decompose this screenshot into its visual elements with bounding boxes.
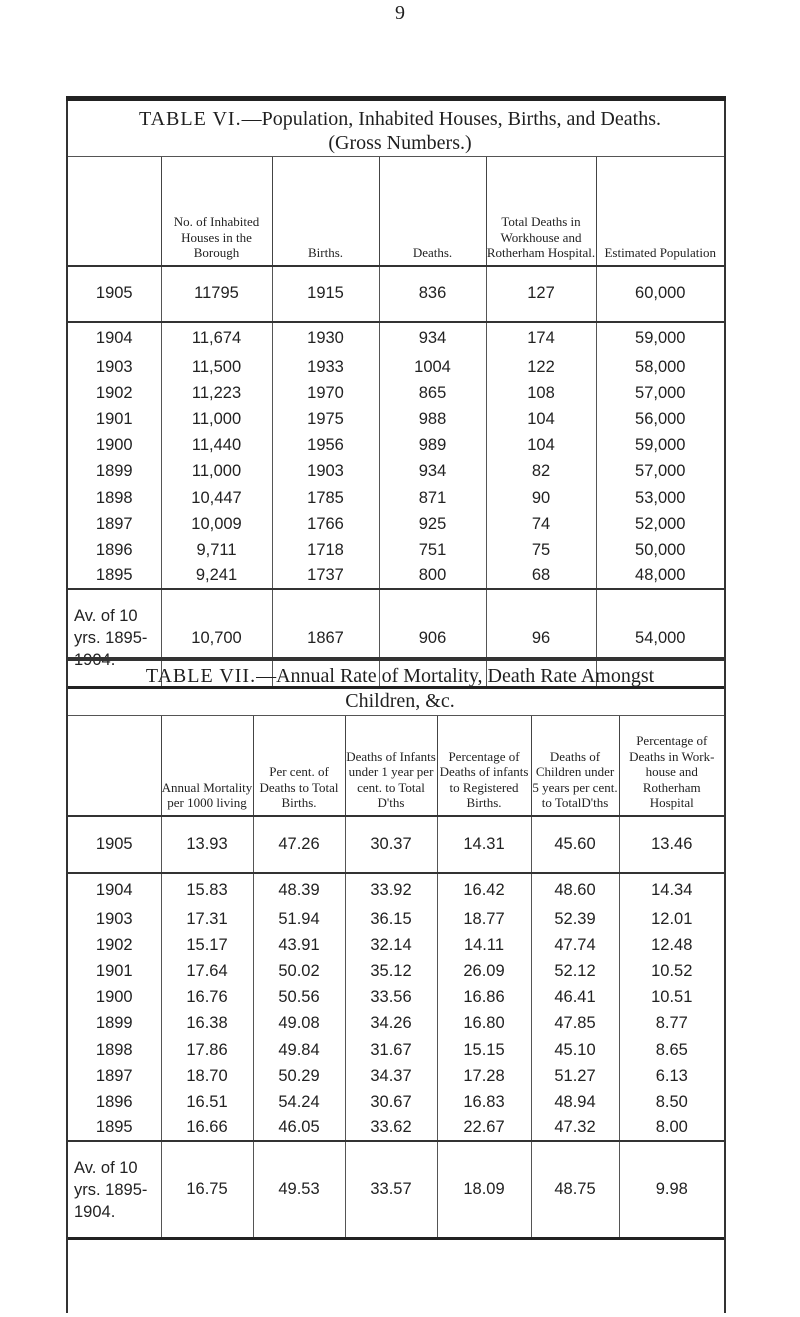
value-cell: 48.60 bbox=[531, 873, 619, 907]
value-cell: 35.12 bbox=[345, 959, 437, 985]
value-cell: 1004 bbox=[379, 355, 486, 381]
value-cell: 49.84 bbox=[253, 1037, 345, 1063]
value-cell: 45.60 bbox=[531, 816, 619, 873]
value-cell: 122 bbox=[486, 355, 596, 381]
value-cell: 52.39 bbox=[531, 907, 619, 933]
year-cell: 1895 bbox=[95, 1118, 133, 1137]
value-cell: 46.41 bbox=[531, 985, 619, 1011]
value-cell: 1867 bbox=[272, 589, 379, 687]
value-cell: 34.26 bbox=[345, 1011, 437, 1037]
value-cell: 47.74 bbox=[531, 933, 619, 959]
value-cell: 1903 bbox=[272, 459, 379, 485]
value-cell: 18.77 bbox=[437, 907, 531, 933]
value-cell: 60,000 bbox=[596, 266, 724, 322]
value-cell: 48.75 bbox=[531, 1141, 619, 1238]
value-cell: 50,000 bbox=[596, 537, 724, 563]
value-cell: 49.08 bbox=[253, 1011, 345, 1037]
table7-title-text: —Annual Rate of Mortality, Death Rate Amongst bbox=[256, 665, 655, 687]
value-cell: 16.76 bbox=[161, 985, 253, 1011]
value-cell: 52.12 bbox=[531, 959, 619, 985]
value-cell: 50.02 bbox=[253, 959, 345, 985]
value-cell: 14.11 bbox=[437, 933, 531, 959]
value-cell: 988 bbox=[379, 407, 486, 433]
value-cell: 11,000 bbox=[161, 407, 272, 433]
value-cell: 8.77 bbox=[619, 1011, 724, 1037]
year-cell: 1899 bbox=[95, 1014, 133, 1033]
table7-header-3: Deaths of Infants under 1 year per cent. to Total D'ths bbox=[345, 716, 437, 816]
year-cell: 1901 bbox=[95, 962, 133, 981]
value-cell: 15.15 bbox=[437, 1037, 531, 1063]
year-cell: 1895 bbox=[95, 566, 133, 585]
value-cell: 48.39 bbox=[253, 873, 345, 907]
year-cell: 1896 bbox=[95, 540, 133, 559]
value-cell: 47.85 bbox=[531, 1011, 619, 1037]
value-cell: 59,000 bbox=[596, 322, 724, 355]
value-cell: 16.42 bbox=[437, 873, 531, 907]
value-cell: 36.15 bbox=[345, 907, 437, 933]
table6-subtitle: (Gross Numbers.) bbox=[328, 132, 472, 154]
value-cell: 47.32 bbox=[531, 1115, 619, 1141]
value-cell: 14.31 bbox=[437, 816, 531, 873]
value-cell: 8.00 bbox=[619, 1115, 724, 1141]
year-cell: 1899 bbox=[95, 462, 133, 481]
value-cell: 22.67 bbox=[437, 1115, 531, 1141]
table6-label: TABLE VI. bbox=[139, 108, 242, 130]
value-cell: 8.50 bbox=[619, 1089, 724, 1115]
table7-header-5: Deaths of Children under 5 years per cent. to TotalD'ths bbox=[531, 716, 619, 816]
value-cell: 836 bbox=[379, 266, 486, 322]
year-cell: Av. of 10 yrs. 1895- bbox=[68, 589, 161, 687]
value-cell: 8.65 bbox=[619, 1037, 724, 1063]
value-cell: 925 bbox=[379, 511, 486, 537]
table6-header-2: Births. bbox=[272, 157, 379, 266]
value-cell: 11,000 bbox=[161, 459, 272, 485]
value-cell: 989 bbox=[379, 433, 486, 459]
value-cell: 50.29 bbox=[253, 1063, 345, 1089]
value-cell: 1766 bbox=[272, 511, 379, 537]
value-cell: 74 bbox=[486, 511, 596, 537]
value-cell: 1930 bbox=[272, 322, 379, 355]
value-cell: 1956 bbox=[272, 433, 379, 459]
table6-header-1: No. of Inhabited Houses in the Borough bbox=[161, 157, 272, 266]
value-cell: 33.57 bbox=[345, 1141, 437, 1238]
value-cell: 33.62 bbox=[345, 1115, 437, 1141]
table6-header-5: Estimated Population bbox=[596, 157, 724, 266]
value-cell: 10.52 bbox=[619, 959, 724, 985]
value-cell: 45.10 bbox=[531, 1037, 619, 1063]
table6-header-4: Total Deaths in Workhouse and Rotherham Hospital. bbox=[486, 157, 596, 266]
value-cell: 18.09 bbox=[437, 1141, 531, 1238]
value-cell: 16.83 bbox=[437, 1089, 531, 1115]
value-cell: 16.75 bbox=[161, 1141, 253, 1238]
value-cell: 33.56 bbox=[345, 985, 437, 1011]
value-cell: 75 bbox=[486, 537, 596, 563]
value-cell: 1933 bbox=[272, 355, 379, 381]
value-cell: 31.67 bbox=[345, 1037, 437, 1063]
value-cell: 58,000 bbox=[596, 355, 724, 381]
year-cell: 1903 bbox=[95, 910, 133, 929]
value-cell: 934 bbox=[379, 322, 486, 355]
value-cell: 68 bbox=[486, 563, 596, 589]
value-cell: 1737 bbox=[272, 563, 379, 589]
value-cell: 57,000 bbox=[596, 381, 724, 407]
value-cell: 26.09 bbox=[437, 959, 531, 985]
table6-title-text: —Population, Inhabited Houses, Births, and Deaths. bbox=[241, 108, 661, 130]
value-cell: 51.27 bbox=[531, 1063, 619, 1089]
value-cell: 104 bbox=[486, 407, 596, 433]
value-cell: 1785 bbox=[272, 485, 379, 511]
value-cell: 6.13 bbox=[619, 1063, 724, 1089]
value-cell: 11795 bbox=[161, 266, 272, 322]
value-cell: 49.53 bbox=[253, 1141, 345, 1238]
year-cell: 1898 bbox=[95, 488, 133, 507]
value-cell: 934 bbox=[379, 459, 486, 485]
table7-header-2: Per cent. of Deaths to Total Births. bbox=[253, 716, 345, 816]
value-cell: 1915 bbox=[272, 266, 379, 322]
value-cell: 751 bbox=[379, 537, 486, 563]
table7-header-1: Annual Mortality per 1000 living bbox=[161, 716, 253, 816]
value-cell: 15.17 bbox=[161, 933, 253, 959]
table7-label: TABLE VII. bbox=[145, 665, 257, 687]
value-cell: 906 bbox=[379, 589, 486, 687]
year-cell: 1902 bbox=[95, 936, 133, 955]
value-cell: 30.37 bbox=[345, 816, 437, 873]
value-cell: 16.80 bbox=[437, 1011, 531, 1037]
value-cell: 1975 bbox=[272, 407, 379, 433]
value-cell: 33.92 bbox=[345, 873, 437, 907]
value-cell: 46.05 bbox=[253, 1115, 345, 1141]
value-cell: 1970 bbox=[272, 381, 379, 407]
value-cell: 16.66 bbox=[161, 1115, 253, 1141]
value-cell: 13.46 bbox=[619, 816, 724, 873]
value-cell: 15.83 bbox=[161, 873, 253, 907]
value-cell: 10.51 bbox=[619, 985, 724, 1011]
year-cell: 1897 bbox=[95, 1066, 133, 1085]
value-cell: 56,000 bbox=[596, 407, 724, 433]
value-cell: 16.51 bbox=[161, 1089, 253, 1115]
year-cell: 1896 bbox=[95, 1092, 133, 1111]
year-cell: 1904 bbox=[68, 873, 161, 907]
value-cell: 54.24 bbox=[253, 1089, 345, 1115]
value-cell: 96 bbox=[486, 589, 596, 687]
page-frame bbox=[66, 101, 726, 1313]
value-cell: 800 bbox=[379, 563, 486, 589]
value-cell: 54,000 bbox=[596, 589, 724, 687]
value-cell: 9,711 bbox=[161, 537, 272, 563]
table6-header-3: Deaths. bbox=[379, 157, 486, 266]
year-cell: 1905 bbox=[95, 284, 133, 302]
year-cell: 1903 bbox=[95, 358, 133, 377]
value-cell: 12.48 bbox=[619, 933, 724, 959]
value-cell: 57,000 bbox=[596, 459, 724, 485]
year-cell: 1904 bbox=[68, 322, 161, 355]
value-cell: 10,700 bbox=[161, 589, 272, 687]
value-cell: 48.94 bbox=[531, 1089, 619, 1115]
value-cell: 104 bbox=[486, 433, 596, 459]
value-cell: 10,009 bbox=[161, 511, 272, 537]
table7-subtitle: Children, &c. bbox=[345, 690, 455, 712]
table7-header-4: Percentage of Deaths of infants to Registered Births. bbox=[437, 716, 531, 816]
value-cell: 32.14 bbox=[345, 933, 437, 959]
value-cell: 52,000 bbox=[596, 511, 724, 537]
value-cell: 17.31 bbox=[161, 907, 253, 933]
value-cell: 17.28 bbox=[437, 1063, 531, 1089]
year-cell: Av. of 10 yrs. 1895- 1904. bbox=[68, 1141, 161, 1238]
year-cell: 1898 bbox=[95, 1040, 133, 1059]
value-cell: 34.37 bbox=[345, 1063, 437, 1089]
value-cell: 11,223 bbox=[161, 381, 272, 407]
year-cell: 1901 bbox=[95, 410, 133, 429]
value-cell: 11,674 bbox=[161, 322, 272, 355]
value-cell: 871 bbox=[379, 485, 486, 511]
value-cell: 30.67 bbox=[345, 1089, 437, 1115]
value-cell: 10,447 bbox=[161, 485, 272, 511]
value-cell: 9,241 bbox=[161, 563, 272, 589]
value-cell: 127 bbox=[486, 266, 596, 322]
year-cell: 1905 bbox=[95, 834, 133, 853]
value-cell: 108 bbox=[486, 381, 596, 407]
value-cell: 59,000 bbox=[596, 433, 724, 459]
value-cell: 11,500 bbox=[161, 355, 272, 381]
year-cell: 1900 bbox=[95, 436, 133, 455]
value-cell: 90 bbox=[486, 485, 596, 511]
value-cell: 18.70 bbox=[161, 1063, 253, 1089]
value-cell: 53,000 bbox=[596, 485, 724, 511]
value-cell: 50.56 bbox=[253, 985, 345, 1011]
value-cell: 11,440 bbox=[161, 433, 272, 459]
value-cell: 16.86 bbox=[437, 985, 531, 1011]
value-cell: 12.01 bbox=[619, 907, 724, 933]
value-cell: 43.91 bbox=[253, 933, 345, 959]
value-cell: 174 bbox=[486, 322, 596, 355]
value-cell: 17.86 bbox=[161, 1037, 253, 1063]
value-cell: 48,000 bbox=[596, 563, 724, 589]
value-cell: 82 bbox=[486, 459, 596, 485]
value-cell: 865 bbox=[379, 381, 486, 407]
table7-header-6: Percentage of Deaths in Work-house and Rotherham Hospital bbox=[619, 716, 724, 816]
value-cell: 13.93 bbox=[161, 816, 253, 873]
page-number: 9 bbox=[395, 2, 405, 24]
value-cell: 51.94 bbox=[253, 907, 345, 933]
value-cell: 1718 bbox=[272, 537, 379, 563]
value-cell: 17.64 bbox=[161, 959, 253, 985]
year-cell: 1902 bbox=[95, 384, 133, 403]
value-cell: 14.34 bbox=[619, 873, 724, 907]
value-cell: 9.98 bbox=[619, 1141, 724, 1238]
value-cell: 47.26 bbox=[253, 816, 345, 873]
year-cell: 1897 bbox=[95, 514, 133, 533]
value-cell: 16.38 bbox=[161, 1011, 253, 1037]
year-cell: 1900 bbox=[95, 988, 133, 1007]
